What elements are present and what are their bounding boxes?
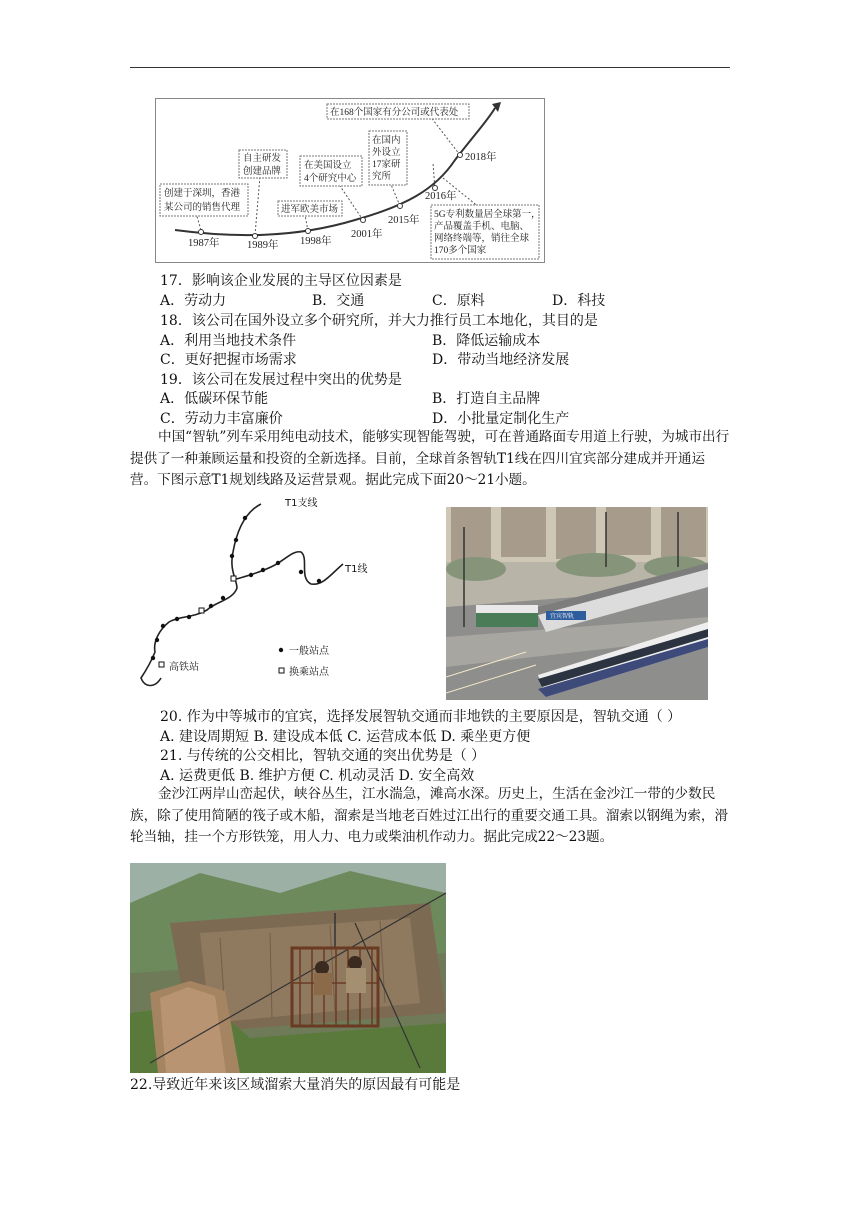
timeline-node	[398, 204, 403, 209]
timeline-box-text: 4个研究中心	[304, 174, 357, 184]
timeline-box-text: 在国内	[372, 136, 401, 146]
legend-normal: 一般站点	[289, 646, 329, 657]
timeline-box-text: 5G专利数量居全球第一，	[434, 210, 541, 220]
timeline-box-text: 究所	[372, 172, 392, 182]
tram-photo	[446, 507, 708, 700]
timeline-node	[199, 230, 204, 235]
timeline-node	[458, 153, 463, 158]
q21-stem: 21. 与传统的公交相比，智轨交通的突出优势是（ ）	[160, 748, 486, 764]
ropeway-photo	[130, 863, 446, 1073]
t1-route-map	[133, 492, 413, 692]
q19-option-b[interactable]: B．打造自主品牌	[432, 391, 541, 407]
station-dot	[175, 617, 179, 621]
q22-stem: 22.导致近年来该区域溜索大量消失的原因最有可能是	[130, 1077, 461, 1093]
q18-option-a[interactable]: A．利用当地技术条件	[160, 333, 297, 349]
timeline-box-text: 外设立	[372, 148, 401, 158]
q17-stem: 17．影响该企业发展的主导区位因素是	[160, 273, 402, 289]
timeline-node	[253, 234, 258, 239]
q18-option-d[interactable]: D．带动当地经济发展	[432, 352, 570, 368]
timeline-node	[433, 186, 438, 191]
ropeway-passage: 金沙江两岸山峦起伏，峡谷丛生，江水湍急，滩高水深。历史上，生活在金沙江一带的少数民族，除了使用简陋的筏子或木船，溜索是当地老百姓过江出行的重要交通工具。溜索以钢绳为索，滑轮当轴，挂一个方形铁笼，用人力、电力或柴油机作动力。据此完成22～23题。	[130, 786, 729, 845]
station-dot	[161, 624, 165, 628]
q21-options[interactable]: A. 运费更低 B. 维护方便 C. 机动灵活 D. 安全高效	[160, 768, 475, 784]
transfer-station	[231, 576, 236, 581]
station-dot	[261, 568, 265, 572]
q18-option-b[interactable]: B．降低运输成本	[432, 333, 541, 349]
q19-option-a[interactable]: A．低碳环保节能	[160, 391, 269, 407]
year-label: 2016年	[425, 191, 457, 202]
timeline-box-text: 创建品牌	[243, 167, 282, 177]
station-dot	[234, 538, 238, 542]
q18-stem: 18．该公司在国外设立多个研究所，并大力推行员工本地化，其目的是	[160, 313, 598, 329]
transfer-station	[159, 662, 164, 667]
timeline-box-text: 自主研发	[243, 154, 282, 164]
timeline-box-text: 170多个国家	[434, 246, 487, 256]
year-label: 2018年	[465, 152, 497, 163]
timeline-node	[306, 229, 311, 234]
q19-stem: 19．该公司在发展过程中突出的优势是	[160, 372, 402, 388]
year-label: 1987年	[188, 238, 220, 249]
station-dot	[243, 516, 247, 520]
q19-option-c[interactable]: C．劳动力丰富廉价	[160, 411, 283, 427]
timeline-box-text: 网络终端等，销往全球	[434, 234, 530, 244]
tram-passage: 中国“智轨”列车采用纯电动技术，能够实现智能驾驶，可在普通路面专用道上行驶，为城市出行提供了一种兼顾运量和投资的全新选择。目前，全球首条智轨T1线在四川宜宾部分建成并开通运营。下图示意T1规划线路及运营景观。据此完成下面20～21小题。	[130, 429, 730, 488]
q20-options[interactable]: A. 建设周期短 B. 建设成本低 C. 运营成本低 D. 乘坐更方便	[160, 729, 531, 745]
station-dot	[209, 604, 213, 608]
timeline-box-text: 在168个国家有分公司或代表处	[330, 108, 459, 118]
station-dot	[187, 615, 191, 619]
q17-option-a[interactable]: A．劳动力	[160, 293, 227, 309]
hsr-station-label: 高铁站	[169, 662, 199, 673]
timeline-box-text: 创建于深圳，香港	[164, 189, 241, 199]
q20-stem: 20. 作为中等城市的宜宾，选择发展智轨交通而非地铁的主要原因是，智轨交通（ ）	[160, 709, 682, 725]
timeline-box-text: 17家研	[372, 160, 401, 170]
q17-option-d[interactable]: D．科技	[552, 293, 606, 309]
q17-option-b[interactable]: B．交通	[312, 293, 365, 309]
header-rule	[130, 67, 730, 68]
year-label: 1989年	[247, 240, 279, 251]
transfer-station	[199, 608, 204, 613]
q18-option-c[interactable]: C．更好把握市场需求	[160, 352, 297, 368]
station-dot	[299, 570, 303, 574]
year-label: 1998年	[300, 236, 332, 247]
timeline-box-text: 进军欧美市场	[281, 205, 339, 215]
company-timeline-figure	[155, 98, 545, 263]
station-dot	[151, 656, 155, 660]
station-dot	[221, 596, 225, 600]
timeline-node	[361, 218, 366, 223]
main-line-label: T1线	[345, 564, 368, 575]
branch-line-label: T1支线	[285, 498, 318, 509]
q17-option-c[interactable]: C．原料	[432, 293, 485, 309]
year-label: 2015年	[388, 215, 420, 226]
tram-sign: 宜宾智轨	[550, 613, 575, 620]
year-label: 2001年	[351, 229, 383, 240]
legend-transfer: 换乘站点	[289, 667, 329, 678]
station-dot	[276, 561, 280, 565]
timeline-box-text: 某公司的销售代理	[164, 203, 241, 213]
station-dot	[230, 554, 234, 558]
station-dot	[155, 638, 159, 642]
station-dot	[317, 579, 321, 583]
q19-option-d[interactable]: D．小批量定制化生产	[432, 411, 570, 427]
timeline-box-text: 产品覆盖手机、电脑、	[434, 222, 530, 232]
timeline-box-text: 在美国设立	[304, 161, 352, 171]
station-dot	[249, 573, 253, 577]
